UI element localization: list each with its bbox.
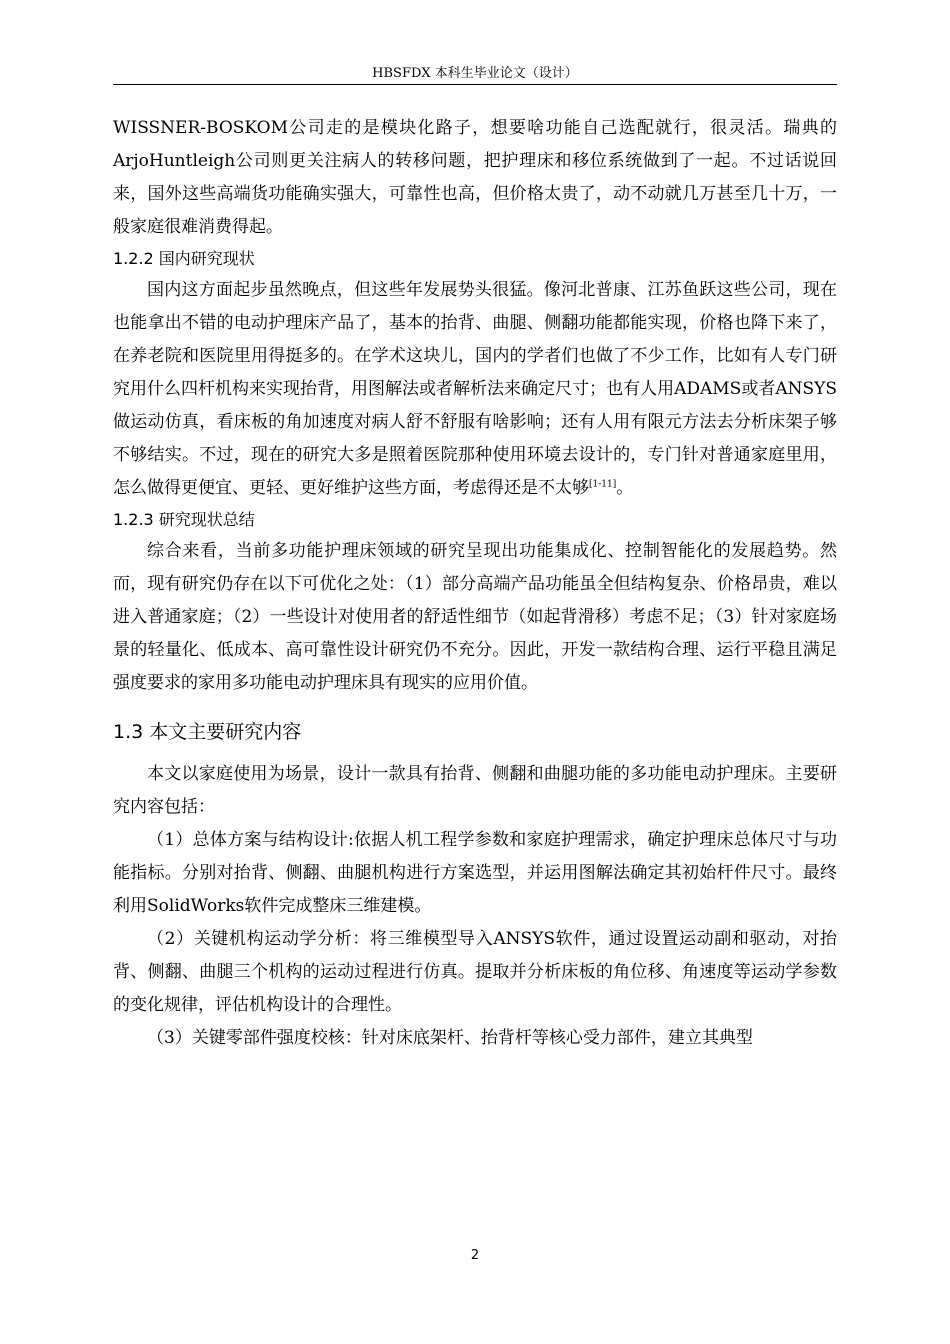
citation-1-11: [1-11] bbox=[589, 479, 617, 490]
paragraph-domestic-research-end: 。 bbox=[616, 478, 634, 498]
running-header: HBSFDX 本科生毕业论文（设计） bbox=[372, 66, 578, 81]
page-number: 2 bbox=[470, 1248, 480, 1263]
paragraph-research-summary: 综合来看，当前多功能护理床领域的研究呈现出功能集成化、控制智能化的发展趋势。然而，现有研究仍存在以下可优化之处：（1）部分高端产品功能虽全但结构复杂、价格昂贵，难以进入普通家庭；（2）一些设计对使用者的舒适性细节（如起背滑移）考虑不足；（3）针对家庭场景的轻量化、低成本、高可靠性设计研究仍不充分。因此，开发一款结构合理、运行平稳且满足强度要求的家用多功能电动护理床具有现实的应用价值。 bbox=[113, 541, 837, 693]
header-divider bbox=[113, 84, 837, 85]
heading-1-2-2: 1.2.2 国内研究现状 bbox=[113, 249, 255, 268]
paragraph-item-2: （2）关键机构运动学分析：将三维模型导入ANSYS软件，通过设置运动副和驱动，对抬背、侧翻、曲腿三个机构的运动过程进行仿真。提取并分析床板的角位移、角速度等运动学参数的变化规律，评估机构设计的合理性。 bbox=[113, 929, 837, 1015]
paragraph-foreign-research-continued: WISSNER-BOSKOM公司走的是模块化路子，想要啥功能自己选配就行，很灵活。瑞典的ArjoHuntleigh公司则更关注病人的转移问题，把护理床和移位系统做到了一起。不过话说回来，国外这些高端货功能确实强大，可靠性也高，但价格太贵了，动不动就几万甚至几十万，一般家庭很难消费得起。 bbox=[113, 118, 837, 237]
heading-1-3: 1.3 本文主要研究内容 bbox=[113, 721, 302, 743]
paragraph-domestic-research bbox=[113, 274, 837, 505]
paragraph-main-content-intro: 本文以家庭使用为场景，设计一款具有抬背、侧翻和曲腿功能的多功能电动护理床。主要研究内容包括： bbox=[113, 764, 837, 817]
paragraph-item-3: （3）关键零部件强度校核：针对床底架杆、抬背杆等核心受力部件，建立其典型 bbox=[147, 1028, 753, 1048]
paragraph-item-1: （1）总体方案与结构设计:依据人机工程学参数和家庭护理需求，确定护理床总体尺寸与功能指标。分别对抬背、侧翻、曲腿机构进行方案选型，并运用图解法确定其初始杆件尺寸。最终利用SolidWorks软件完成整床三维建模。 bbox=[113, 830, 837, 916]
heading-1-2-3: 1.2.3 研究现状总结 bbox=[113, 510, 255, 529]
paragraph-domestic-research-text: 国内这方面起步虽然晚点，但这些年发展势头很猛。像河北普康、江苏鱼跃这些公司，现在也能拿出不错的电动护理床产品了，基本的抬背、曲腿、侧翻功能都能实现，价格也降下来了，在养老院和医院里用得挺多的。在学术这块儿，国内的学者们也做了不少工作，比如有人专门研究用什么四杆机构来实现抬背，用图解法或者解析法来确定尺寸；也有人用ADAMS或者ANSYS做运动仿真，看床板的角加速度对病人舒不舒服有啥影响；还有人用有限元方法去分析床架子够不够结实。不过，现在的研究大多是照着医院那种使用环境去设计的，专门针对普通家庭里用，怎么做得更便宜、更轻、更好维护这些方面，考虑得还是不太够 bbox=[113, 280, 837, 498]
document-body bbox=[113, 112, 837, 1055]
